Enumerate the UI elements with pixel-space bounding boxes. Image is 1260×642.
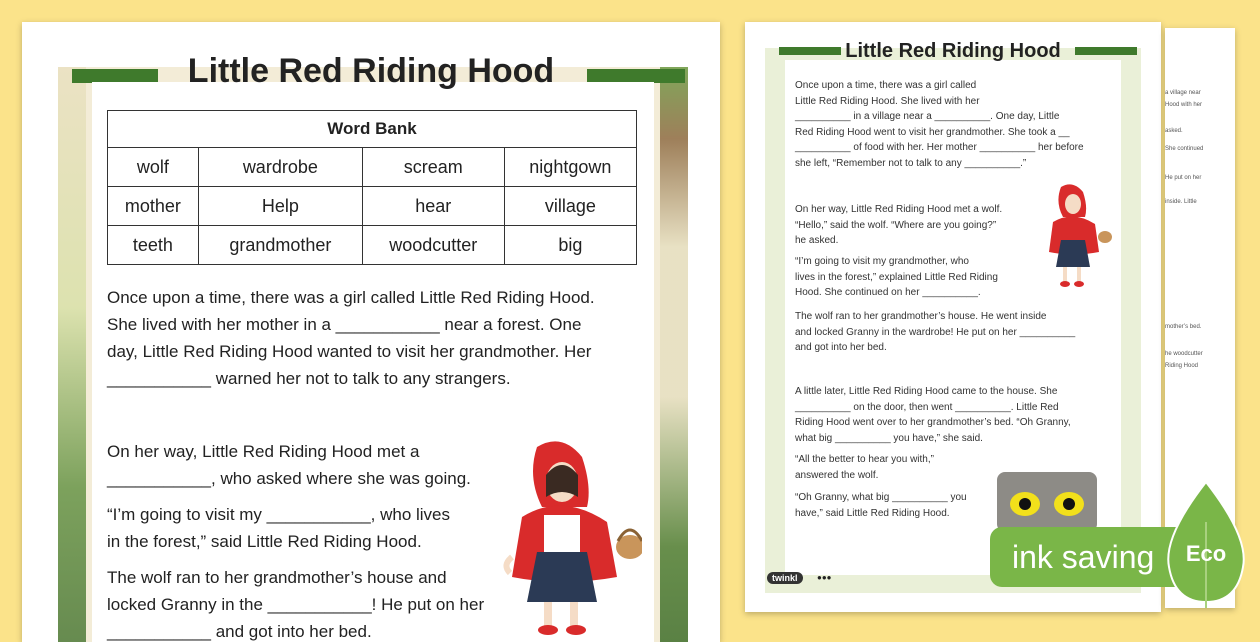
table-row: [108, 148, 637, 187]
footer-dots: ●●●: [817, 573, 832, 582]
text-line: day, Little Red Riding Hood wanted to visit her grandmother. Her: [107, 342, 592, 361]
text-line: Hood. She continued on her __________.: [795, 287, 981, 298]
page3-text-snippet: inside. Little: [1165, 199, 1197, 205]
page-title: Little Red Riding Hood: [845, 40, 1061, 62]
text-line: ___________ warned her not to talk to any strangers.: [107, 369, 511, 388]
forest-border-right: [660, 67, 688, 642]
table-row: [108, 187, 637, 226]
text-line: ___________, who asked where she was going.: [107, 469, 471, 488]
text-line: “Oh Granny, what big __________ you: [795, 492, 967, 503]
text-line: “All the better to hear you with,”: [795, 454, 934, 465]
text-line: and locked Granny in the wardrobe! He put on her __________: [795, 326, 1076, 338]
text-line: and got into her bed.: [795, 342, 887, 353]
word-cell: mother: [108, 187, 199, 226]
text-line: have,” said Little Red Riding Hood.: [795, 507, 950, 519]
text-line: Once upon a time, there was a girl called: [795, 80, 977, 91]
text-line: answered the wolf.: [795, 469, 879, 481]
text-line: she left, “Remember not to talk to any __________.”: [795, 157, 1027, 169]
forest-border-left: [58, 67, 86, 642]
text-line: ___________ and got into her bed.: [107, 622, 372, 641]
word-bank-table: [107, 110, 637, 265]
text-line: On her way, Little Red Riding Hood met a: [107, 442, 420, 461]
story-paragraph-2: [795, 202, 1035, 249]
story-paragraph-3: [107, 501, 527, 555]
story-paragraph-7: [795, 490, 995, 521]
story-paragraph-6: [795, 452, 995, 483]
word-bank-header: Word Bank: [108, 111, 637, 148]
text-line: what big __________ you have,” she said.: [795, 432, 983, 444]
story-paragraph-3: [795, 254, 1035, 301]
story-paragraph-1: [795, 78, 1111, 171]
text-line: “I’m going to visit my grandmother, who: [795, 256, 969, 267]
story-paragraph-1: [107, 284, 647, 392]
text-line: “Hello,” said the wolf. “Where are you going?”: [795, 219, 997, 231]
text-line: lives in the forest,” explained Little Red Riding: [795, 271, 998, 283]
word-cell: village: [504, 187, 636, 226]
story-paragraph-4: [107, 564, 527, 642]
word-cell: woodcutter: [362, 226, 504, 265]
story-paragraph-5: [795, 384, 1111, 446]
red-riding-hood-small-illustration: [1033, 182, 1113, 302]
page3-text-snippet: a village near: [1165, 90, 1201, 96]
eco-label: Eco: [1185, 541, 1227, 566]
text-line: On her way, Little Red Riding Hood met a wolf.: [795, 204, 1003, 215]
text-line: Little Red Riding Hood. She lived with her: [795, 95, 980, 107]
text-line: locked Granny in the ___________! He put on her: [107, 595, 485, 614]
page3-text-snippet: mother’s bed.: [1165, 324, 1202, 330]
page3-text-snippet: he woodcutter: [1165, 351, 1203, 357]
word-cell: wolf: [108, 148, 199, 187]
word-cell: scream: [362, 148, 504, 187]
word-cell: wardrobe: [198, 148, 362, 187]
text-line: in the forest,” said Little Red Riding Hood.: [107, 532, 422, 551]
word-cell: big: [504, 226, 636, 265]
text-line: A little later, Little Red Riding Hood came to the house. She: [795, 386, 1058, 397]
text-line: The wolf ran to her grandmother’s house. He went inside: [795, 311, 1047, 322]
text-line: __________ on the door, then went __________. Little Red: [795, 401, 1059, 413]
page3-text-snippet: She continued: [1165, 146, 1204, 152]
text-line: “I’m going to visit my ___________, who lives: [107, 505, 451, 524]
ink-saving-label: ink saving: [1012, 539, 1155, 575]
word-cell: grandmother: [198, 226, 362, 265]
text-line: Riding Hood went over to her grandmother’s bed. “Oh Granny,: [795, 417, 1071, 428]
worksheet-page-1: [22, 22, 720, 642]
page3-text-snippet: Riding Hood: [1165, 363, 1199, 369]
text-line: __________ in a village near a __________. One day, Little: [795, 111, 1060, 122]
word-cell: hear: [362, 187, 504, 226]
table-row: [108, 226, 637, 265]
word-cell: nightgown: [504, 148, 636, 187]
worksheet-page-2: [745, 22, 1161, 612]
text-line: She lived with her mother in a ___________ near a forest. One: [107, 315, 582, 334]
word-cell: Help: [198, 187, 362, 226]
text-line: __________ of food with her. Her mother __________ her before: [795, 142, 1084, 153]
text-line: The wolf ran to her grandmother’s house and: [107, 568, 447, 587]
word-cell: teeth: [108, 226, 199, 265]
wolf-eyes-illustration: [997, 472, 1097, 532]
story-paragraph-4: [795, 309, 1111, 356]
page3-text-snippet: Hood with her: [1165, 102, 1203, 108]
page3-text-snippet: asked.: [1165, 128, 1183, 134]
twinkl-logo: twinkl: [767, 572, 803, 584]
story-paragraph-2: [107, 438, 527, 492]
page3-text-snippet: He put on her: [1165, 175, 1202, 181]
text-line: Red Riding Hood went to visit her grandmother. She took a __: [795, 126, 1070, 138]
page-title: Little Red Riding Hood: [187, 52, 555, 90]
red-riding-hood-illustration: [482, 437, 642, 637]
text-line: he asked.: [795, 235, 839, 246]
text-line: Once upon a time, there was a girl called Little Red Riding Hood.: [107, 288, 595, 307]
